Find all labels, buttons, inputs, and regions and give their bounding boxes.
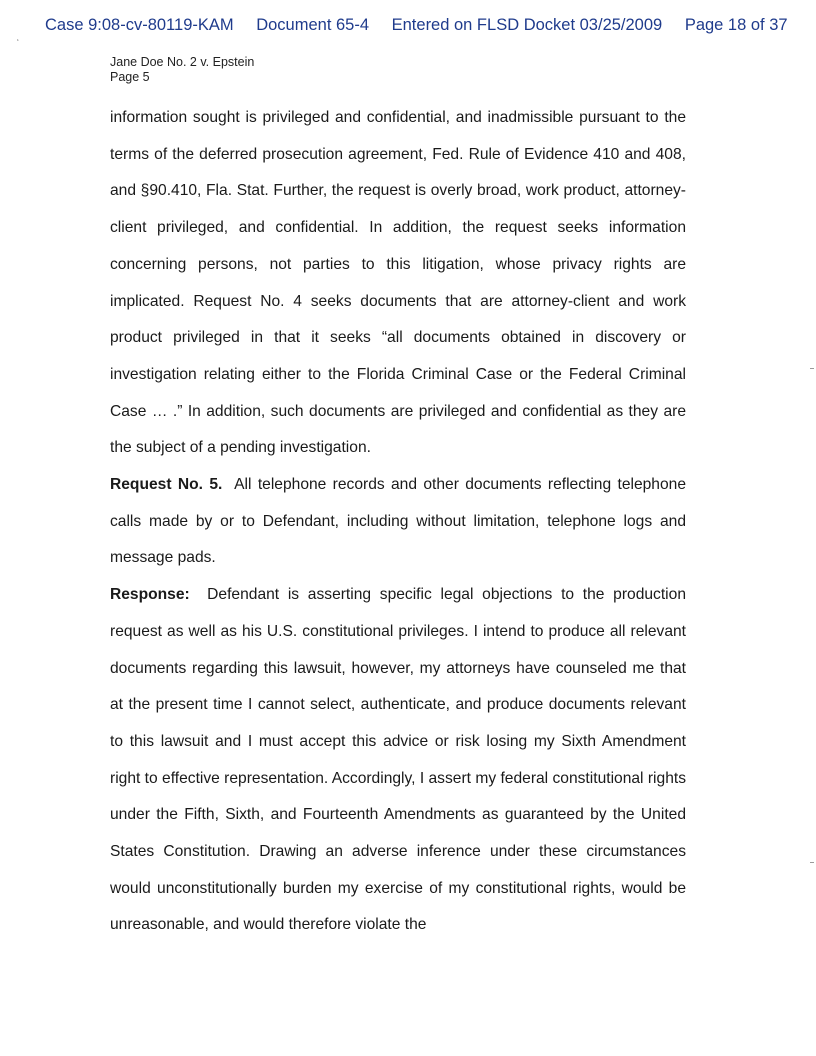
margin-tick [810, 862, 814, 863]
document-number: Document 65-4 [256, 16, 370, 34]
document-caption [110, 55, 254, 85]
paragraph-request-5 [110, 467, 686, 577]
paragraph-request-4-continuation: information sought is privileged and confidential, and inadmissible pursuant to the terms of the deferred prosecution agreement, Fed. Rule of Evidence 410 and 408, and §90.410, Fla. Stat. Further, the request is overly broad, work product, attorney-client privileged, and confidential. In addition, the request seeks information concerning persons, not parties to this litigation, whose privacy rights are implicated. Request No. 4 seeks documents that are attorney-client and work product privileged in that it seeks “all documents obtained in discovery or investigation relating either to the Florida Criminal Case or the Federal Criminal Case … .” In addition, such documents are privileged and confidential as they are the subject of a pending investigation. [110, 109, 686, 457]
page-count: Page 18 of 37 [684, 16, 788, 34]
request-5-text: All telephone records and other documents reflecting telephone calls made by or to Defendant, including without limitation, telephone logs and message pads. [110, 476, 686, 567]
ecf-filing-header [45, 16, 788, 35]
scan-artifact-mark: ‘ [17, 38, 19, 47]
docket-entry-date: Entered on FLSD Docket 03/25/2009 [391, 16, 663, 34]
response-text: Defendant is asserting specific legal objections to the production request as well as his U.S. constitutional privileges. I intend to produce all relevant documents regarding this lawsuit, however, my attorneys have counseled me that at the present time I cannot select, authenticate, and produce documents relevant to this lawsuit and I must accept this advice or risk losing my Sixth Amendment right to effective representation. Accordingly, I assert my federal constitutional rights under the Fifth, Sixth, and Fourteenth Amendments as guaranteed by the United States Constitution. Drawing an adverse inference under these circumstances would unconstitutionally burden my exercise of my constitutional rights, would be unreasonable, and would therefore violate the [110, 586, 686, 934]
paragraph-response [110, 577, 686, 944]
document-body [110, 100, 686, 944]
case-number: Case 9:08-cv-80119-KAM [45, 16, 234, 34]
caption-page-number: Page 5 [110, 70, 150, 84]
request-5-label: Request No. 5. [110, 476, 223, 494]
margin-tick [810, 368, 814, 369]
response-label: Response: [110, 586, 190, 604]
case-caption: Jane Doe No. 2 v. Epstein [110, 55, 255, 69]
